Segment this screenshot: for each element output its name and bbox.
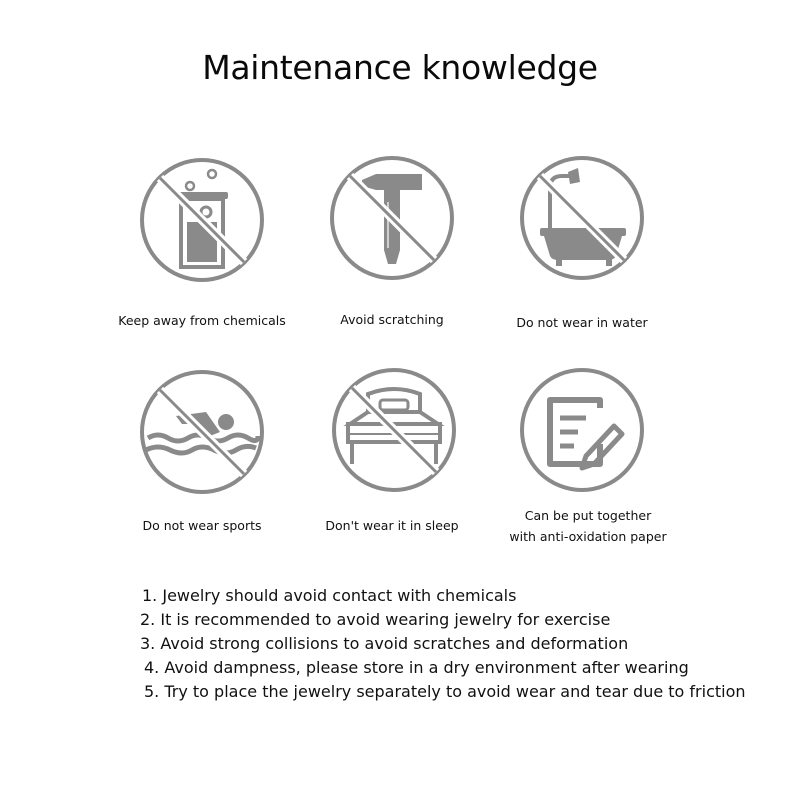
list-item: 4. Avoid dampness, please store in a dry environment after wearing: [144, 658, 689, 677]
caption-anti-oxidation: [478, 505, 698, 547]
caption-line: Can be put together: [524, 508, 652, 523]
caption-sports: [92, 515, 312, 536]
caption-line: Avoid scratching: [340, 312, 444, 327]
caption-scratching: [282, 309, 502, 330]
caption-line: with anti-oxidation paper: [509, 529, 667, 544]
caption-line: Do not wear sports: [142, 518, 262, 533]
list-item: 3. Avoid strong collisions to avoid scratches and deformation: [140, 634, 629, 653]
chemicals-beaker-icon: [136, 154, 268, 286]
caption-line: Keep away from chemicals: [118, 313, 286, 328]
hammer-icon: [326, 152, 458, 284]
list-item: 1. Jewelry should avoid contact with chemicals: [142, 586, 517, 605]
list-item: 5. Try to place the jewelry separately to avoid wear and tear due to friction: [144, 682, 746, 701]
caption-line: Don't wear it in sleep: [325, 518, 459, 533]
caption-water: [472, 312, 692, 333]
caption-chemicals: [92, 310, 312, 331]
maintenance-notes-list: [138, 584, 758, 704]
caption-line: Do not wear in water: [516, 315, 648, 330]
bed-icon: [328, 364, 460, 496]
swimmer-icon: [136, 366, 268, 498]
page-title: Maintenance knowledge: [202, 48, 598, 87]
list-item: 2. It is recommended to avoid wearing jewelry for exercise: [140, 610, 611, 629]
caption-sleep: [282, 515, 502, 536]
bathtub-shower-icon: [516, 152, 648, 284]
paper-pen-icon: [516, 364, 648, 496]
